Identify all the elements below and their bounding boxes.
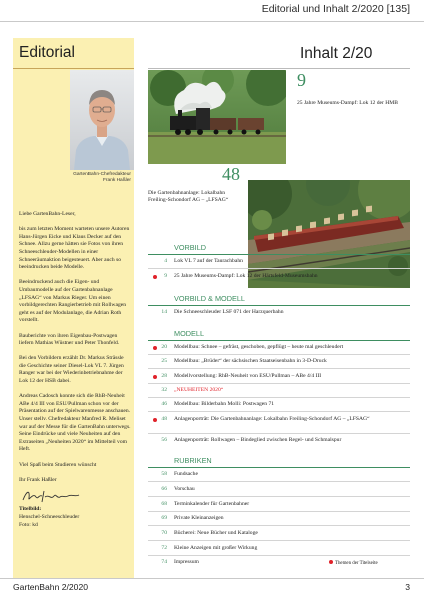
editorial-closing: Ihr Frank Haßler bbox=[19, 476, 57, 483]
garden-railway-graphic bbox=[248, 180, 410, 288]
toc-title: Fundsache bbox=[174, 471, 198, 477]
toc-page: 69 bbox=[161, 515, 167, 521]
cover-topics-legend bbox=[329, 560, 378, 566]
toc-title: Modellvorstellung: RhB-Neuheit von ESU/Pullman – ABe 4/4 III bbox=[174, 373, 322, 379]
portrait-caption bbox=[19, 172, 131, 184]
editorial-paragraph: Bei den Vorbildern erzählt Dr. Markus Strässle die Geschichte seiner Diesel-Lok VL 7. Jürgen Ranger war bei der Wiederinbetriebnahme der Lok 12 der HSB dabei. bbox=[19, 355, 124, 385]
toc-title: Terminkalender für Gartenbahner bbox=[174, 501, 250, 507]
toc-page: 14 bbox=[161, 309, 167, 315]
toc-page: 66 bbox=[161, 486, 167, 492]
feature-text-9: 25 Jahre Museums-Dampf: Lok 12 der HMB bbox=[297, 100, 398, 106]
cover-photo-credit: Foto: kd bbox=[19, 521, 38, 528]
toc-page: 68 bbox=[161, 501, 167, 507]
toc-page: 46 bbox=[161, 401, 167, 407]
footer-magazine: GartenBahn 2/2020 bbox=[13, 582, 89, 592]
toc-page: 4 bbox=[164, 258, 167, 264]
toc-row-divider bbox=[148, 511, 410, 512]
editorial-paragraph: Viel Spaß beim Studieren wünscht bbox=[19, 461, 97, 468]
toc-row-divider bbox=[148, 368, 410, 369]
garden-railway-photo bbox=[248, 180, 410, 288]
toc-page: 48 bbox=[161, 416, 167, 422]
toc-row-divider bbox=[148, 540, 410, 541]
toc-row-divider bbox=[148, 433, 410, 434]
toc-title: Private Kleinanzeigen bbox=[174, 515, 224, 521]
toc-row-divider bbox=[148, 354, 410, 355]
toc-page: 20 bbox=[161, 344, 167, 350]
editorial-paragraph: Bauberichte von ihren Eigenbau-Postwagen liefern Mathias Wüstner und Peter Thonfeld. bbox=[19, 332, 120, 347]
toc-title: Lok VL 7 auf der Taurachbahn bbox=[174, 258, 243, 264]
editorial-greeting: Liebe GartenBahn-Leser, bbox=[19, 211, 76, 217]
running-header bbox=[0, 0, 424, 22]
toc-page: 74 bbox=[161, 559, 167, 565]
section-rule bbox=[148, 305, 410, 306]
section-heading-modell: MODELL bbox=[174, 329, 205, 338]
toc-row-divider bbox=[148, 496, 410, 497]
editorial-paragraph: bis zum letzten Moment warteten unsere Autoren Hans-Jürgen Eicke und Klaus Decker auf den Schnee. Allzu gerne hätten sie Fotos von ihren Schneeschleuder-Modellen in einer Schneeräumaktion beigesteuert. Aber auch so beeindrucken beide Modelle. bbox=[19, 226, 130, 271]
section-rule bbox=[148, 340, 410, 341]
section-heading-vorbild-modell: VORBILD & MODELL bbox=[174, 294, 245, 303]
legend-text: Themen der Titelseite bbox=[335, 561, 378, 566]
toc-page: 56 bbox=[161, 437, 167, 443]
toc-row-divider bbox=[148, 268, 410, 269]
toc-page: 70 bbox=[161, 530, 167, 536]
feature-page-9: 9 bbox=[297, 70, 306, 90]
toc-row-divider bbox=[148, 411, 410, 412]
editor-portrait bbox=[70, 70, 134, 170]
toc-row-divider bbox=[148, 555, 410, 556]
contents-title: Inhalt 2/20 bbox=[300, 45, 373, 62]
toc-title: Vorschau bbox=[174, 486, 195, 492]
cover-description: Henschel-Schneeschleuder bbox=[19, 513, 80, 520]
editorial-divider bbox=[13, 68, 134, 69]
toc-page: 9 bbox=[164, 273, 167, 279]
toc-title: Anlagenporträt: Rollwagen – Bindeglied zwischen Regel- und Schmalspur bbox=[174, 437, 342, 443]
toc-title: Anlagenporträt: Die Gartenbahnanlage: Lokalbahn Freiling-Schondorf AG – „LFSAG“ bbox=[174, 416, 370, 422]
toc-row-divider bbox=[148, 525, 410, 526]
toc-title: Die Schneeschleuder LSF 071 der Harzquerbahn bbox=[174, 309, 284, 315]
legend-marker-icon bbox=[329, 560, 333, 564]
toc-page: 28 bbox=[161, 373, 167, 379]
footer-rule bbox=[0, 578, 424, 579]
feature-text-48: Die Gartenbahnanlage: Lokalbahn Freiling-Schondorf AG – „LFSAG“ bbox=[148, 190, 229, 204]
section-heading-rubriken: RUBRIKEN bbox=[174, 456, 212, 465]
toc-row-divider bbox=[148, 397, 410, 398]
editorial-paragraph: Andreas Cadosch konnte sich die RhB-Neuheit ABe 4/4 III von ESU/Pullman schon vor der Präsentation auf der Spielwarenmesse anschauen. Unser stellv. Chefredakteur Manfred R. Meliset war auf der Messe für die GartenBahn unterwegs. Seine Eindrücke und viele Neuheiten auf den Extraseiten „Neuheiten 2020“ im Mittelteil vom Heft. bbox=[19, 393, 131, 453]
toc-title-neuheiten: „NEUHEITEN 2020“ bbox=[174, 387, 224, 393]
editor-portrait-graphic bbox=[70, 70, 134, 170]
toc-page: 72 bbox=[161, 545, 167, 551]
steam-train-photo bbox=[148, 70, 286, 164]
editorial-body bbox=[19, 211, 131, 529]
toc-title: Modellbau: Schnee – gefräst, geschoben, gepflügt – heute mal geschleudert bbox=[174, 344, 344, 350]
signature-icon bbox=[21, 488, 81, 504]
toc-title: Modellbau: „Brüder“ der sächsischen Staatseisenbahn in 3-D-Druck bbox=[174, 358, 327, 364]
editorial-sidebar bbox=[13, 38, 134, 578]
section-rule bbox=[148, 467, 410, 468]
toc-page: 25 bbox=[161, 358, 167, 364]
editorial-title: Editorial bbox=[19, 44, 75, 61]
steam-train-graphic bbox=[148, 70, 286, 164]
toc-title: Kleine Anzeigen mit großer Wirkung bbox=[174, 545, 258, 551]
feature-page-48: 48 bbox=[222, 164, 240, 184]
toc-title: Bücherei: Neue Bücher und Kataloge bbox=[174, 530, 258, 536]
footer-page-number: 3 bbox=[405, 582, 410, 592]
caption-name: Frank Haßler bbox=[103, 178, 131, 184]
editorial-paragraph: Beeindruckend auch die Eigen- und Umbaumodelle auf der Gartenbahnanlage „LFSAG“ von Markus Rieger. Um einen vorbildgerechten Rangierbetrieb mit Rollwagen geht es auf der Modulanlage, die Adrian Roth vorstellt. bbox=[19, 279, 127, 324]
toc-page: 58 bbox=[161, 471, 167, 477]
section-heading-vorbild: VORBILD bbox=[174, 243, 207, 252]
contents-divider bbox=[148, 68, 410, 69]
toc-row-divider bbox=[148, 383, 410, 384]
toc-title: Modellbau: Bilderbahn Molli: Postwagen 71 bbox=[174, 401, 275, 407]
section-rule bbox=[148, 254, 410, 255]
toc-page: 32 bbox=[161, 387, 167, 393]
toc-title: 25 Jahre Museums-Dampf: Lok 12 der Härtsfeld-Museumsbahn bbox=[174, 273, 318, 279]
toc-title: Impressum bbox=[174, 559, 199, 565]
caption-role: GartenBahn-Chefredakteur bbox=[73, 172, 131, 177]
toc-row-divider bbox=[148, 481, 410, 482]
cover-label: Titelbild: bbox=[19, 506, 42, 513]
running-head-text: Editorial und Inhalt 2/2020 [135] bbox=[261, 3, 410, 15]
